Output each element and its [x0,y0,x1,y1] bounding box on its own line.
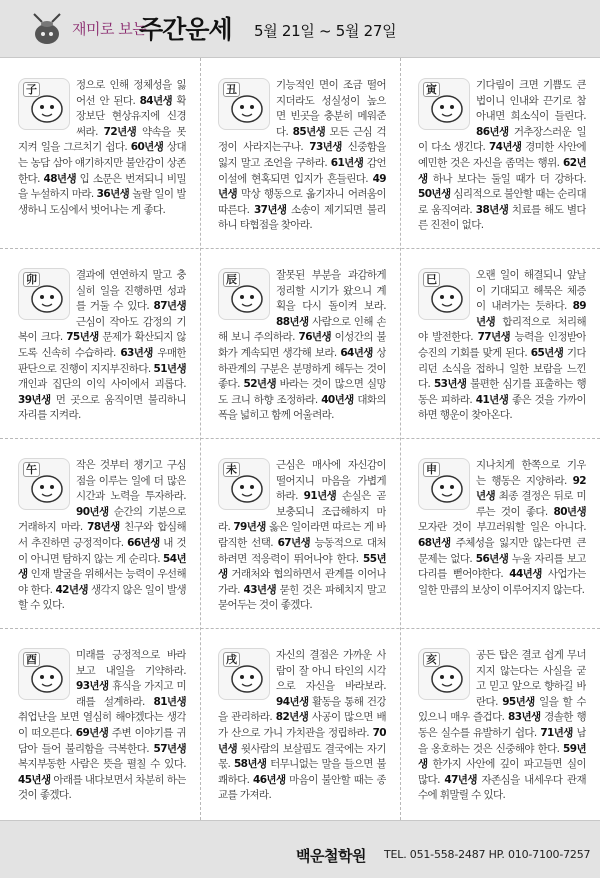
fortune-sentence: 작은 것부터 챙기고 구심점을 이루는 일에 더 많은 시간과 노력을 투자하라. [76,459,186,503]
fortune-sentence: 모자란 것이 부끄러워할 일은 아니다. [418,521,586,534]
fortune-sentence: 막상 행동으로 옮기자니 어려움이 따른다. [218,188,386,216]
birth-year: 56년생 [475,552,509,565]
birth-year: 61년생 [330,156,364,169]
fortune-cell [18,268,186,434]
fortune-sentence: 거추장스러운 일이 다소 생긴다. [418,125,586,154]
fortune-sentence: 결과에 연연하지 말고 충실히 일을 진행하면 성과를 거둘 수 있다. [76,269,186,313]
rabbit-icon [18,268,70,320]
fortune-sentence: 기능적인 면이 조금 떨어지더라도 성실성이 높으면 빈곳을 충분히 메워준다. [276,79,386,138]
fortune-sentence: 남을 옹호하는 것은 신중해야 한다. [418,726,586,755]
birth-year: 84년생 [139,94,173,107]
birth-year: 75년생 [66,331,99,344]
zodiac-character: 寅 [423,82,440,97]
fortune-sentence: 상하관계의 구분은 분명하게 해두는 것이 좋다. [218,346,386,391]
birth-year: 95년생 [502,695,535,708]
birth-year: 39년생 [18,393,51,406]
birth-year: 64년생 [340,346,373,359]
birth-year: 77년생 [477,331,511,344]
fortune-sentence: 불편한 심기를 표출하는 행동은 피하라. [418,378,586,406]
fortune-sentence: 상대는 농담 삼아 얘기하지만 불안감이 상존한다. [18,141,186,185]
zodiac-character: 亥 [423,652,440,667]
fortune-sentence: 생각지 않은 일이 발생할 수 있다. [18,583,186,612]
row-divider [0,438,600,439]
fortune-sentence: 기다림이 크면 기쁨도 큰 법이니 인내와 끈기로 참아내면 희소식이 들린다. [476,79,586,123]
contact-info: TEL. 051-558-2487 HP. 010-7100-7257 [384,848,591,861]
fortune-sentence: 사업가는 일한 만큼의 보상이 이루어지지 않는다. [418,568,586,596]
fortune-pouch-icon [30,10,64,46]
birth-year: 57년생 [153,742,186,755]
birth-year: 55년생 [218,552,386,581]
zodiac-character: 未 [223,462,240,477]
birth-year: 93년생 [76,680,109,693]
fortune-sentence: 자신의 결점은 가까운 사람이 잘 아니 타인의 시각으로 자신을 바라보라. [276,649,386,693]
birth-year: 62년생 [418,156,586,185]
zodiac-character: 辰 [223,272,240,287]
tiger-icon [418,78,470,130]
fortune-sentence: 사공이 많으면 배가 산으로 가니 가치관을 정립하라. [218,711,386,739]
birth-year: 37년생 [253,203,287,216]
fortune-sentence: 근심은 매사에 자신감이 떨어지니 마음을 가볍게 하라. [276,459,386,503]
fortune-sentence: 능동적으로 대처하려면 적응력이 뛰어나야 한다. [218,536,386,565]
header-subtitle: 재미로 보는 [72,20,147,38]
fortune-cell [418,458,586,624]
birth-year: 81년생 [153,695,186,708]
birth-year: 90년생 [76,505,109,518]
fortune-sentence: 소송이 제기되면 불리하니 타협점을 찾아라. [218,203,386,232]
birth-year: 43년생 [243,583,276,596]
birth-year: 48년생 [43,172,76,185]
birth-year: 89년생 [476,300,586,328]
zodiac-character: 卯 [23,272,40,287]
zodiac-character: 丑 [223,82,240,97]
birth-year: 74년생 [488,141,522,154]
fortune-sentence: 잘못된 부분을 과감하게 정리할 시기가 왔으니 계획을 다시 돌이켜 보라. [276,269,386,313]
zodiac-character: 午 [23,462,40,477]
birth-year: 79년생 [233,521,266,534]
column-divider [400,58,401,820]
header [0,0,600,58]
fortune-sentence: 활동을 통해 건강을 관리하라. [218,695,386,724]
fortune-sentence: 지나치게 한쪽으로 기우는 행동은 지양하라. [476,459,586,487]
fortune-sentence: 일을 할 수 있으니 매우 즐겁다. [418,695,586,724]
birth-year: 52년생 [243,378,276,391]
birth-year: 54년생 [18,552,186,581]
birth-year: 72년생 [103,125,137,138]
monkey-icon [418,458,470,510]
birth-year: 69년생 [75,726,109,739]
fortune-sentence: 순간의 기분으로 거래하지 마라. [18,505,186,534]
birth-year: 47년생 [444,773,477,786]
zodiac-character: 子 [23,82,40,97]
birth-year: 38년생 [475,203,509,216]
fortune-sentence: 취업난을 보면 열심히 해야겠다는 생각이 떠오른다. [18,711,186,739]
dog-icon [218,648,270,700]
birth-year: 50년생 [418,188,451,201]
birth-year: 94년생 [276,695,309,708]
birth-year: 45년생 [18,773,51,786]
fortune-cell [18,458,186,624]
fortune-sentence: 하나 보다는 둘일 때가 더 강하다. [427,172,586,185]
zodiac-character: 戌 [223,652,240,667]
date-range: 5월 21일 ~ 5월 27일 [254,22,397,40]
fortune-cell [418,268,586,434]
fortune-sentence: 좋은 것을 가까이하면 행운이 찾아온다. [418,393,586,422]
birth-year: 76년생 [298,331,331,344]
fortune-sentence: 이성간의 불화가 계속되면 생각해 보라. [218,331,386,359]
fortune-cell [218,78,386,244]
birth-year: 86년생 [476,125,509,138]
birth-year: 91년생 [303,490,337,503]
birth-year: 83년생 [508,711,541,724]
fortune-sentence: 거래처와 협의하면서 관계를 이어나가라. [218,568,386,596]
fortune-sentence: 미래를 긍정적으로 바라보고 내일을 기약하라. [76,649,186,677]
fortune-cell [418,78,586,244]
fortune-sentence: 대화의 폭을 넓히고 함께 어울려라. [218,393,386,422]
fortune-sentence: 근심이 작아도 감정의 기복이 크다. [18,315,186,344]
birth-year: 87년생 [153,300,186,313]
birth-year: 82년생 [275,711,309,724]
birth-year: 85년생 [292,125,326,138]
birth-year: 80년생 [553,505,586,518]
footer [0,820,600,878]
birth-year: 44년생 [509,568,542,581]
birth-year: 71년생 [540,726,573,739]
fortune-cell [218,268,386,434]
fortune-sentence: 옳은 일이라면 따르는 게 바람직한 선택. [218,521,386,549]
fortune-sentence: 아래를 내다보면서 차분히 하는 것이 좋겠다. [18,773,186,802]
snake-icon [418,268,470,320]
pig-icon [418,648,470,700]
fortune-sentence: 경솔한 행동은 실수를 유발하기 쉽다. [418,711,586,739]
fortune-sentence: 능력을 인정받아 승진의 기회를 맞게 된다. [418,331,586,359]
zodiac-character: 申 [423,462,440,477]
fortune-sentence: 휴식을 가지고 미래를 설계하라. [76,680,186,708]
birth-year: 53년생 [433,378,467,391]
fortune-sentence: 마음이 불안할 때는 종교를 가져라. [218,773,386,802]
birth-year: 36년생 [96,188,130,201]
birth-year: 46년생 [253,773,286,786]
fortune-cell [218,648,386,814]
fortune-sentence: 감언이설에 현혹되면 입지가 흔들린다. [218,156,386,185]
birth-year: 42년생 [55,583,88,596]
row-divider [0,248,600,249]
fortune-sentence: 손실은 곧 보충되니 조급해하지 마라. [218,490,386,534]
birth-year: 92년생 [476,474,586,503]
fortune-sentence: 복지부동한 사람은 뜻을 펼칠 수 있다. [18,758,186,771]
dragon-icon [218,268,270,320]
fortune-sentence: 최종 결정은 뒤로 미루는 것이 좋다. [476,490,586,518]
fortune-sentence: 자존심을 내세우다 관재수에 휘말릴 수 있다. [418,773,586,802]
birth-year: 49년생 [218,172,386,201]
rooster-icon [18,648,70,700]
fortune-sentence: 내 것이 아니면 탐하지 않는 게 순리다. [18,536,186,565]
page-title: 주간운세 [139,15,232,44]
fortune-cell [218,458,386,624]
birth-year: 78년생 [87,521,120,534]
rat-icon [18,78,70,130]
fortune-sentence: 합리적으로 처리해야 발전한다. [418,315,586,344]
birth-year: 41년생 [475,393,509,406]
fortune-sentence: 묻힌 것은 파헤치지 말고 묻어두는 것이 좋겠다. [218,583,386,612]
birth-year: 63년생 [120,346,153,359]
row-divider [0,628,600,629]
fortune-sentence: 친구와 합심해서 추진하면 긍정적이다. [18,521,186,549]
birth-year: 73년생 [309,141,342,154]
fortune-grid [0,58,600,820]
birth-year: 68년생 [418,536,451,549]
academy-name: 백운철학원 [296,847,366,865]
fortune-cell [18,648,186,814]
fortune-sentence: 개인과 집단의 이익 사이에서 괴롭다. [18,378,186,391]
birth-year: 67년생 [277,536,311,549]
fortune-cell [418,648,586,814]
fortune-sentence: 모든 근심 걱정이 사라지는구나. [218,125,386,154]
fortune-sentence: 확장보단 현상유지에 신경써라. [76,94,186,138]
birth-year: 65년생 [530,346,564,359]
fortune-sentence: 약속을 못지켜 일을 그르치기 쉽다. [18,125,186,154]
horse-icon [18,458,70,510]
fortune-sentence: 사람으로 인해 손해 보니 주의하라. [218,315,386,344]
fortune-sentence: 문제가 확산되지 않도록 신속히 수습하라. [18,331,186,359]
column-divider [200,58,201,820]
birth-year: 58년생 [233,758,267,771]
fortune-sentence: 우매한 판단으로 진행이 지지부진하다. [18,346,186,375]
fortune-sentence: 놀랄 일이 발생하니 도심에서 벗어나는 게 좋다. [18,188,186,216]
birth-year: 40년생 [321,393,354,406]
fortune-sentence: 먼 곳으로 움직이면 불리하니 자리를 지켜라. [18,393,186,422]
zodiac-character: 巳 [423,272,440,287]
fortune-sentence: 신중함을 잃지 말고 조언을 구하라. [218,141,386,169]
fortune-sentence: 경미한 사안에 예민한 것은 자신을 좀먹는 행위. [418,141,586,169]
fortune-sentence: 주체성을 잃지만 않는다면 큰 문제는 없다. [418,536,586,565]
ox-icon [218,78,270,130]
fortune-sentence: 바라는 것이 많으면 실망도 크니 하향 조정하라. [218,378,386,406]
fortune-sentence: 공든 탑은 결코 쉽게 무너지지 않는다는 사실을 굳고 믿고 앞으로 향하길 바란다. [476,649,586,708]
birth-year: 60년생 [130,141,164,154]
fortune-sentence: 기다리던 소식을 접하니 일한 보람을 느낀다. [418,346,586,391]
fortune-sentence: 정으로 인해 정체성을 잃어선 안 된다. [76,79,186,107]
fortune-sentence: 한가지 사안에 깊이 파고들면 실이 많다. [418,758,586,786]
fortune-cell [18,78,186,244]
sheep-icon [218,458,270,510]
fortune-sentence: 치료를 해도 별다른 진전이 없다. [418,203,586,232]
fortune-sentence: 심리적으로 불안할 때는 순리대로 움직여라. [418,188,586,216]
zodiac-character: 酉 [23,652,40,667]
birth-year: 66년생 [127,536,160,549]
fortune-sentence: 주변 이야기를 귀담아 들어 불리함을 극복한다. [18,726,186,755]
fortune-sentence: 누울 자리를 보고 다리를 뻗어야한다. [418,552,586,581]
fortune-sentence: 인재 발굴을 위해서는 능력이 우선해야 한다. [18,568,186,596]
birth-year: 70년생 [218,726,386,755]
birth-year: 51년생 [153,362,186,375]
fortune-sentence: 오랜 일이 해결되니 앞날이 기대되고 해묵은 체증이 내려가는 듯하다. [476,269,586,313]
fortune-sentence: 윗사람의 보살핌도 결국에는 자기 몫. [218,742,386,771]
fortune-sentence: 터무니없는 말을 들으면 불쾌하다. [218,758,386,786]
birth-year: 59년생 [418,742,586,771]
birth-year: 88년생 [276,315,309,328]
fortune-sentence: 입 소문은 번져되니 비밀을 누설하지 마라. [18,172,186,201]
